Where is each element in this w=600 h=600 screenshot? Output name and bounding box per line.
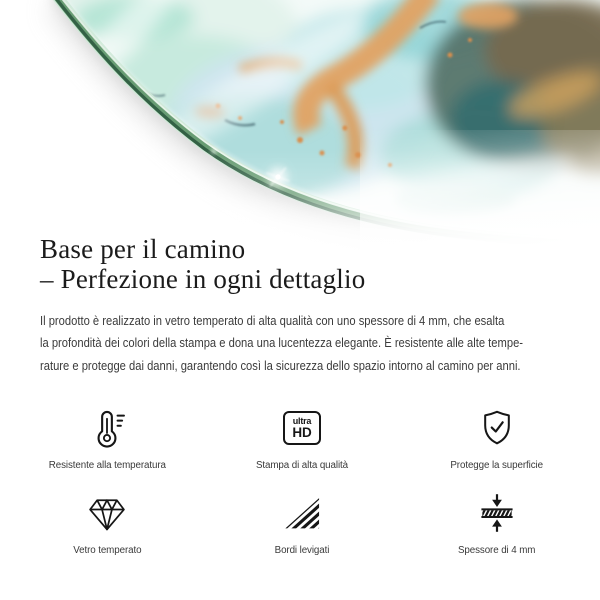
feature-tempered-glass [10, 491, 205, 556]
feature-label: Stampa di alta qualità [255, 460, 348, 472]
ultra-hd-text-bottom: HD [292, 425, 312, 441]
feature-label: Resistente alla temperatura [48, 460, 166, 472]
page-title [40, 234, 560, 294]
ultra-hd-text-top: ultra [292, 416, 312, 427]
small-glint [211, 148, 216, 153]
product-description [40, 310, 560, 377]
feature-polished-edges [205, 491, 400, 556]
feature-label: Vetro temperato [73, 545, 142, 557]
feature-label: Bordi levigati [274, 545, 330, 557]
hero-image [0, 0, 600, 260]
description-line: la profondità dei colori della stampa e dona una lucentezza elegante. È resistente alle alte tempe- [40, 335, 524, 351]
ultra-hd-icon [283, 406, 321, 450]
description-line: rature e protegge dai danni, garantendo così la sicurezza dello spazio intorno al camino per anni. [40, 357, 521, 373]
title-line-1: Base per il camino [40, 234, 246, 264]
feature-print-quality [205, 406, 400, 471]
thickness-icon [475, 491, 519, 535]
diamond-icon [85, 491, 129, 535]
polished-edges-icon [281, 491, 323, 535]
description-line: Il prodotto è realizzato in vetro temperato di alta qualità con uno spessore di 4 mm, che esalta [40, 313, 505, 328]
shield-check-icon [476, 406, 518, 450]
feature-label: Protegge la superficie [450, 460, 543, 472]
content-area [0, 234, 600, 556]
feature-surface-protection [399, 406, 594, 471]
glass-panel-illustration [0, 0, 600, 260]
feature-temperature [10, 406, 205, 471]
thermometer-icon [85, 406, 129, 450]
feature-label: Spessore di 4 mm [457, 545, 536, 557]
feature-grid [10, 406, 594, 556]
title-line-2: – Perfezione in ogni dettaglio [40, 264, 366, 294]
feature-thickness [399, 491, 594, 556]
